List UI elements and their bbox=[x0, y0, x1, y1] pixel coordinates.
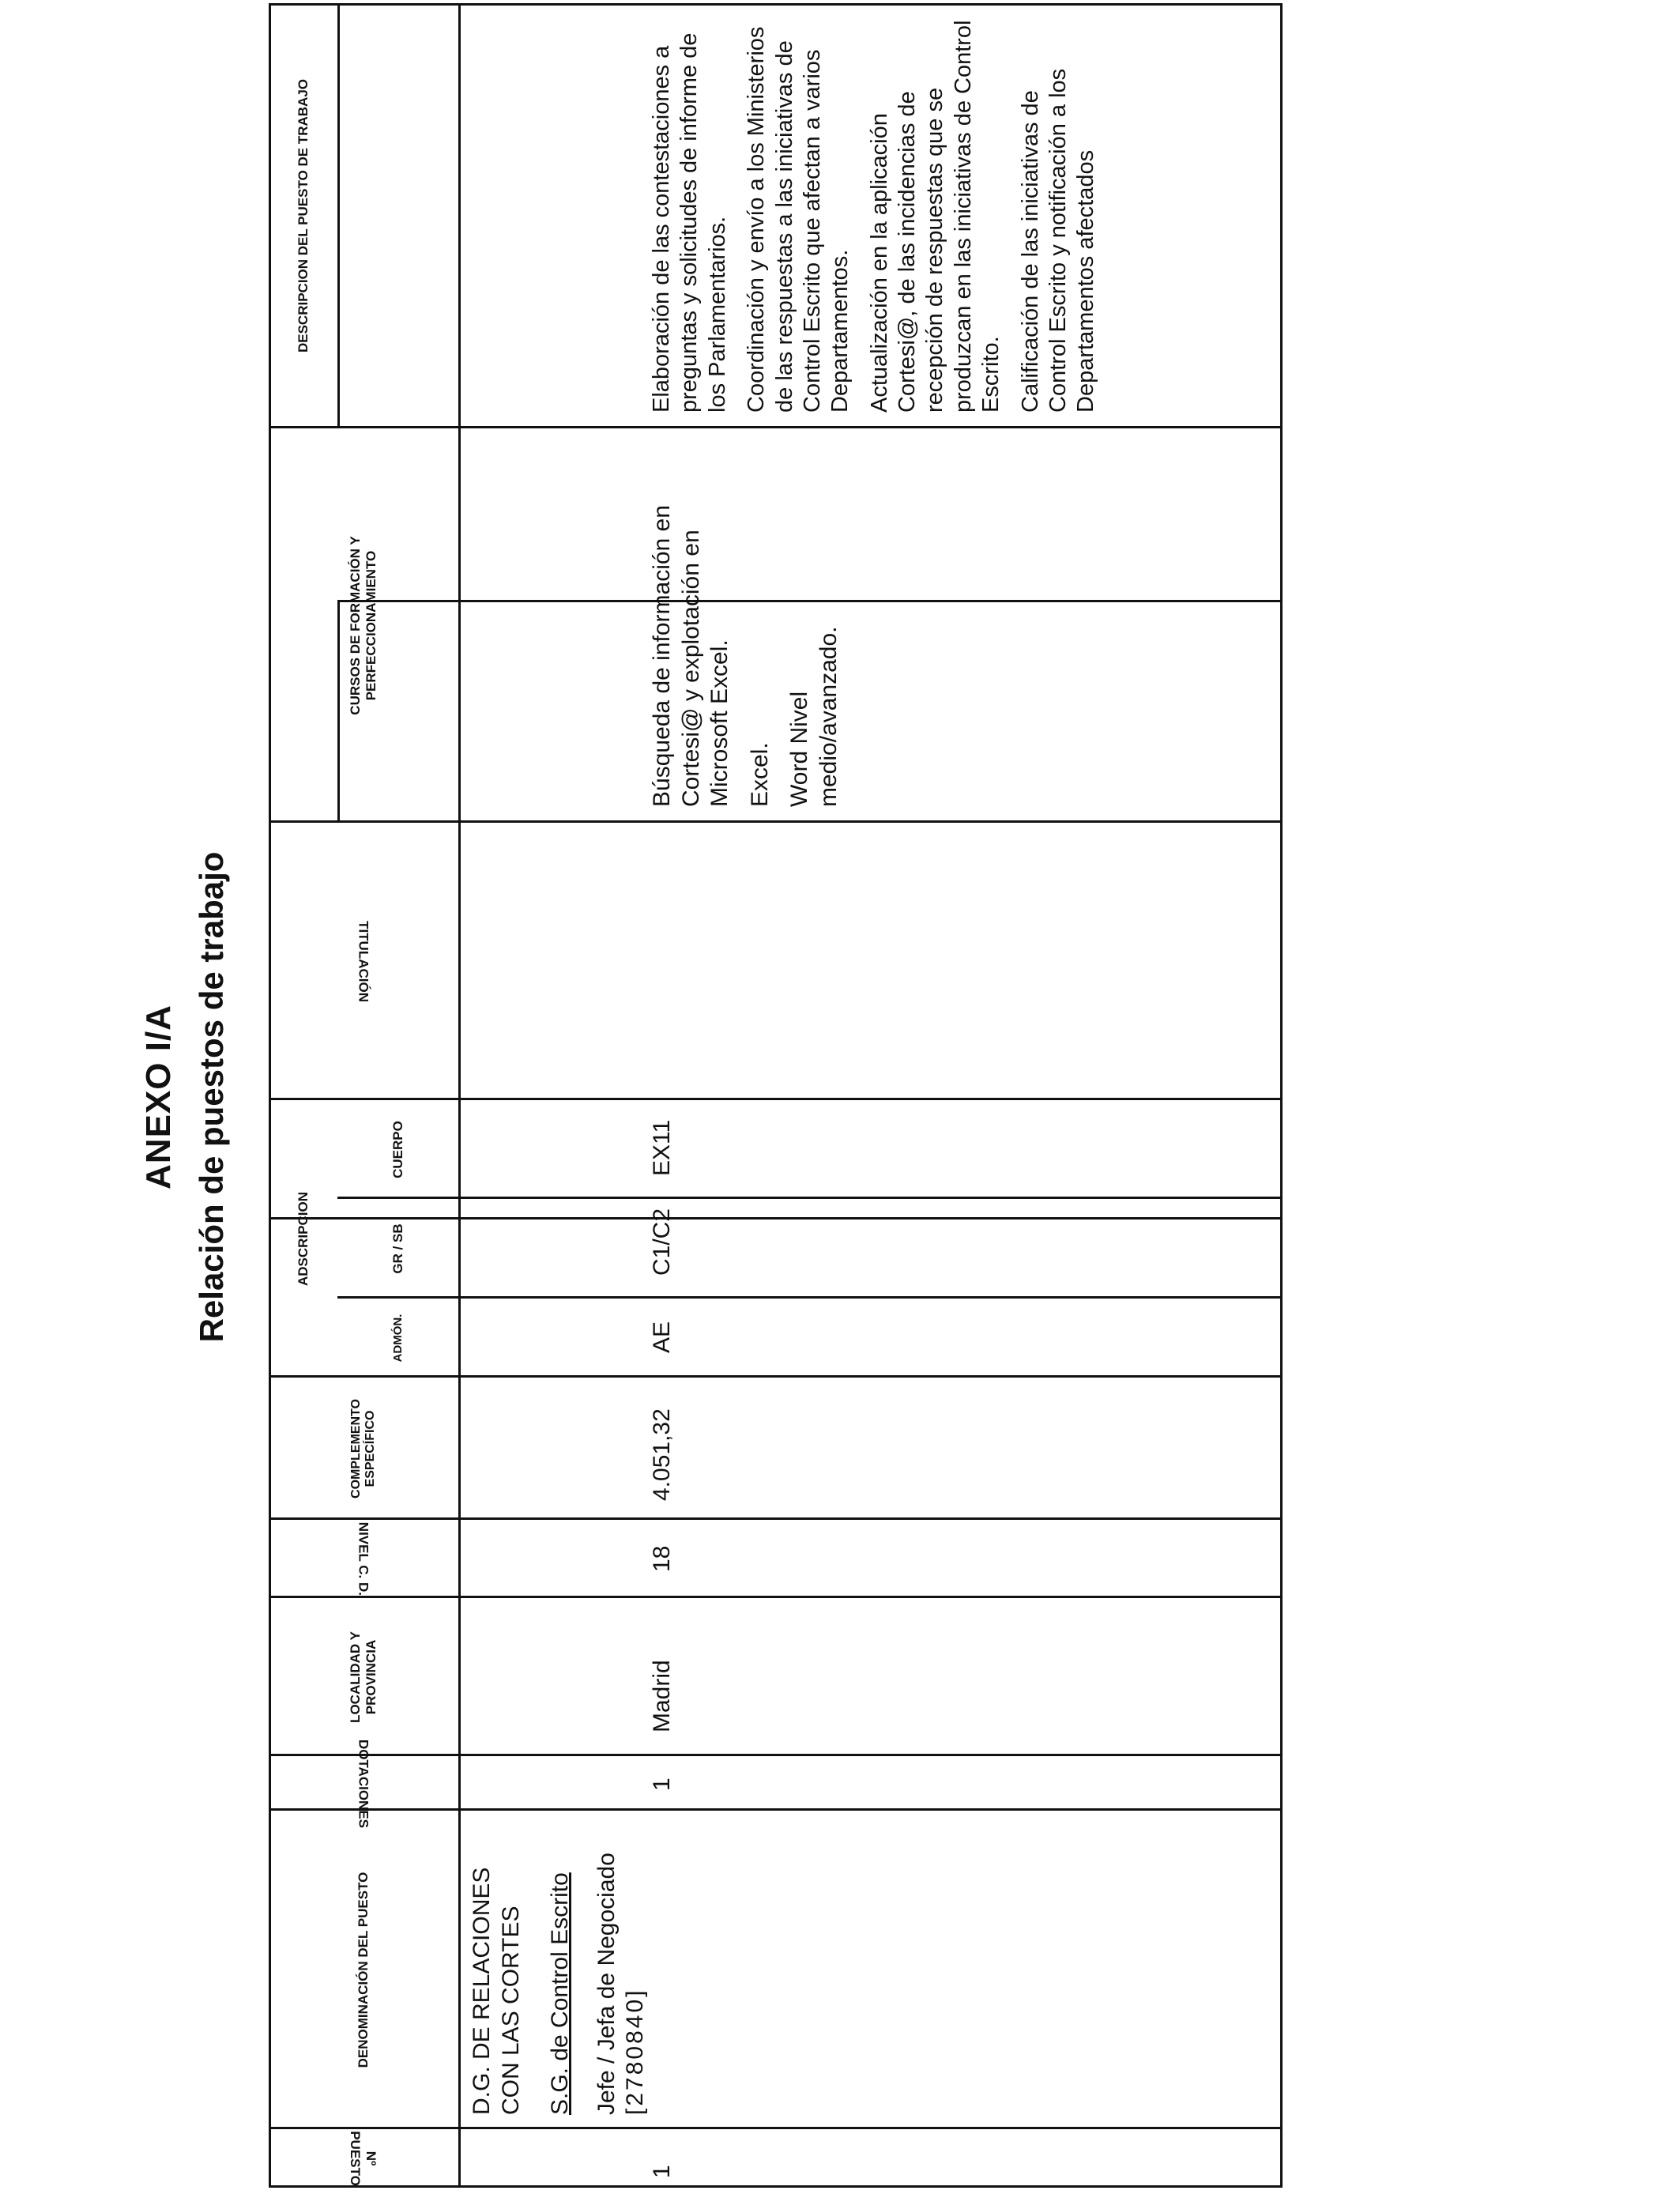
header-dotaciones: DOTACIONES bbox=[356, 1739, 371, 1828]
header-denominacion: DENOMINACIÓN DEL PUESTO bbox=[356, 1872, 371, 2068]
header-admon: ADMÓN. bbox=[390, 1314, 405, 1363]
cell-localidad: Madrid bbox=[649, 1660, 675, 1732]
puesto-name: Jefe / Jefa de Negociado bbox=[593, 1853, 620, 2115]
puesto-code: [2780840] bbox=[622, 1988, 649, 2115]
header-cursos: CURSOS DE FORMACIÓN Y PERFECCIONAMIENTO bbox=[348, 536, 379, 715]
cell-gr-sb: C1/C2 bbox=[649, 1208, 675, 1276]
curso-item: Excel. bbox=[746, 742, 773, 807]
subunit-name: S.G. de Control Escrito bbox=[547, 1872, 574, 2115]
header-nivel: NIVEL C. D. bbox=[356, 1521, 371, 1596]
funcion-item: Coordinación y envío a los Ministerios de las respuestas a las iniciativas de Control Escrito que afectan a varios Departamentos. bbox=[744, 26, 853, 413]
cell-funciones bbox=[648, 17, 1112, 413]
cell-admon: AE bbox=[649, 1321, 675, 1353]
unit-line-2: CON LAS CORTES bbox=[497, 1906, 524, 2115]
annex-subtitle: Relación de puestos de trabajo bbox=[193, 851, 230, 1343]
header-titulacion: TITULACIÓN bbox=[356, 921, 371, 1002]
cell-cursos bbox=[648, 443, 855, 807]
cell-denominacion bbox=[468, 1815, 650, 2115]
cell-nivel: 18 bbox=[649, 1545, 675, 1572]
header-localidad: LOCALIDAD Y PROVINCIA bbox=[348, 1631, 379, 1723]
curso-item: Word Nivel medio/avanzado. bbox=[786, 626, 842, 807]
funcion-item: Calificación de las iniciativas de Control Escrito y notificación a los Departamentos afectados bbox=[1017, 68, 1099, 413]
funcion-item: Actualización en la aplicación Cortesi@, de las incidencias de recepción de respuestas que se produzcan en las iniciativas de Control Escrito. bbox=[866, 20, 1004, 413]
header-n-puesto: Nº PUESTO bbox=[348, 2131, 379, 2186]
funcion-item: Elaboración de las contestaciones a preguntas y solicitudes de informe de los Parlamentarios. bbox=[649, 32, 730, 413]
cell-dotaciones: 1 bbox=[649, 1777, 675, 1791]
cell-complemento: 4.051,32 bbox=[649, 1408, 675, 1501]
annex-title: ANEXO I/A bbox=[139, 1005, 178, 1189]
header-gr-sb: GR / SB bbox=[390, 1223, 405, 1274]
header-complemento: COMPLEMENTO ESPECÍFICO bbox=[348, 1399, 377, 1498]
curso-item: Búsqueda de información en Cortesi@ y explotación en Microsoft Excel. bbox=[649, 505, 733, 807]
unit-line-1: D.G. DE RELACIONES bbox=[469, 1867, 495, 2115]
header-adscripcion: ADSCRIPCION bbox=[295, 1192, 311, 1287]
cell-cuerpo: EX11 bbox=[649, 1119, 675, 1176]
header-cuerpo: CUERPO bbox=[390, 1121, 405, 1178]
header-descripcion: DESCRIPCION DEL PUESTO DE TRABAJO bbox=[295, 78, 311, 353]
cell-n-puesto: 1 bbox=[649, 2165, 675, 2178]
